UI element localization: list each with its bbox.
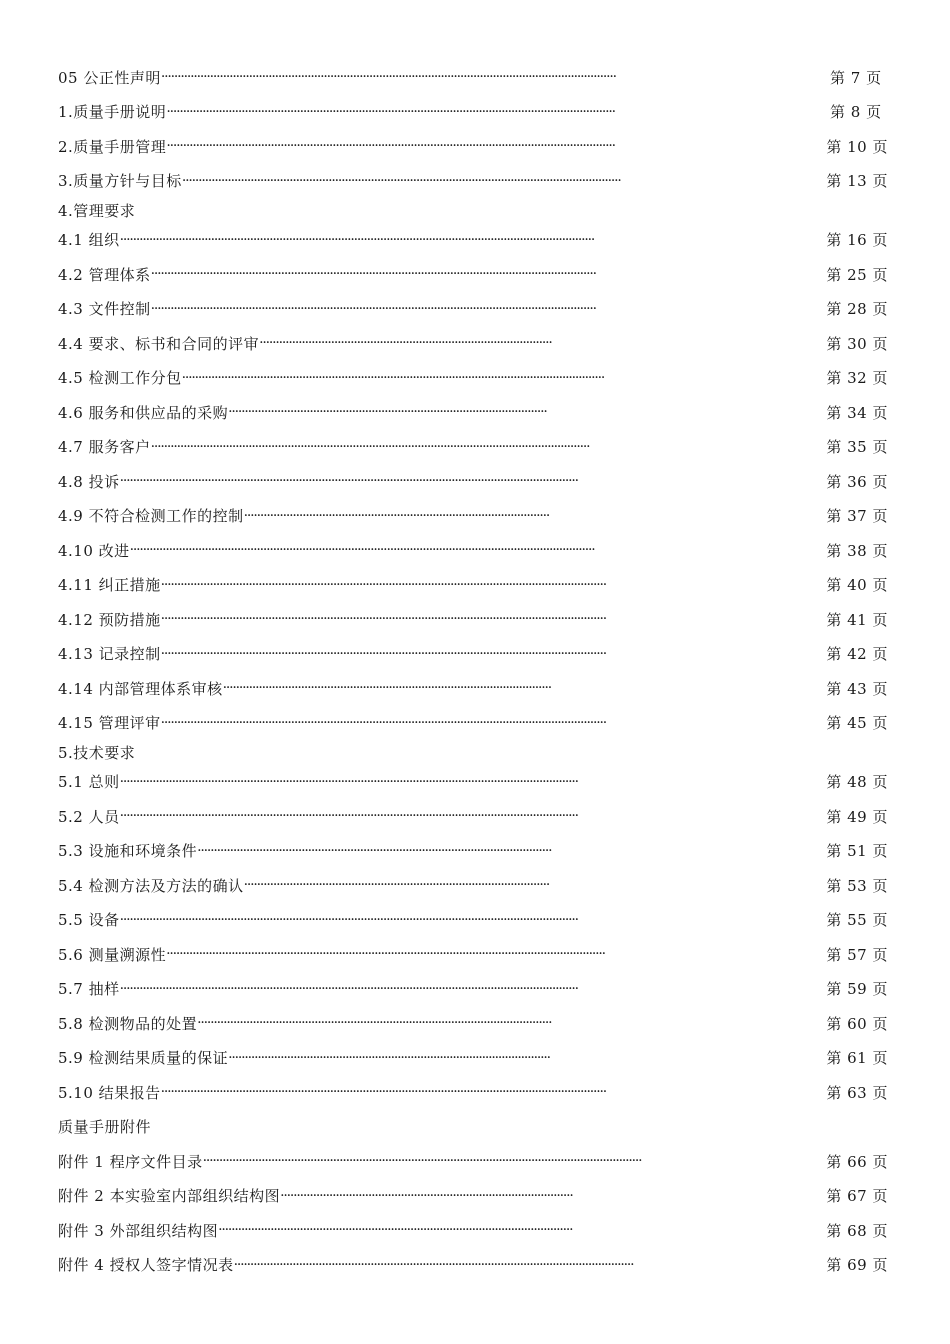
toc-entry[interactable] <box>58 95 888 130</box>
toc-page-number: 第 25 页 <box>826 265 888 284</box>
toc-dot-leader: ········································································································································· <box>150 300 596 317</box>
toc-entry[interactable] <box>58 1006 888 1041</box>
toc-page-number: 第 16 页 <box>826 231 888 250</box>
toc-entry[interactable] <box>58 292 888 327</box>
toc-entry[interactable] <box>58 223 888 258</box>
toc-entry[interactable] <box>58 706 888 741</box>
toc-page-number: 第 42 页 <box>826 645 888 664</box>
toc-dot-leader: ······································································································································· <box>166 946 605 963</box>
toc-entry-title: 4.2 管理体系 <box>58 265 151 284</box>
toc-entry-title: 5.5 设备 <box>58 911 120 930</box>
toc-entry[interactable] <box>58 671 888 706</box>
toc-entry[interactable] <box>58 937 888 972</box>
toc-dot-leader: ······························································································ <box>243 507 550 524</box>
toc-page-number: 第 43 页 <box>826 679 888 698</box>
toc-entry[interactable] <box>58 568 888 603</box>
toc-entry[interactable] <box>58 1248 888 1283</box>
toc-dot-leader: ·································································································· <box>228 404 547 421</box>
toc-dot-leader: ·········································································································································· <box>166 103 615 120</box>
toc-page-number: 第 55 页 <box>826 911 888 930</box>
toc-dot-leader: ······························································································ <box>243 877 550 894</box>
toc-dot-leader: ········································································································································· <box>160 645 606 662</box>
toc-entry-title: 附件 3 外部组织结构图 <box>58 1221 219 1240</box>
toc-dot-leader: ··································································································· <box>228 1049 550 1066</box>
toc-page-number: 第 35 页 <box>826 438 888 457</box>
toc-dot-leader: ····································································································· <box>222 680 551 697</box>
toc-entry-title: 4.1 组织 <box>58 231 120 250</box>
toc-entry-title: 1.质量手册说明 <box>58 103 167 122</box>
toc-dot-leader: ·········································································································································· <box>166 138 615 155</box>
toc-page-number: 第 36 页 <box>826 472 888 491</box>
toc-entry-title: 5.1 总则 <box>58 773 120 792</box>
toc-entry-title: 附件 1 程序文件目录 <box>58 1152 203 1171</box>
toc-entry-title: 5.8 检测物品的处置 <box>58 1014 198 1033</box>
toc-dot-leader: ········································································································································· <box>160 576 606 593</box>
toc-dot-leader: ·································································································································· <box>181 369 605 386</box>
toc-entry[interactable] <box>58 430 888 465</box>
toc-dot-leader: ··············································································································································· <box>129 542 595 559</box>
toc-entry-title: 4.3 文件控制 <box>58 300 151 319</box>
toc-entry-title: 5.4 检测方法及方法的确认 <box>58 876 244 895</box>
toc-page-number: 第 38 页 <box>826 541 888 560</box>
toc-page-number: 第 63 页 <box>826 1083 888 1102</box>
toc-entry-title: 4.4 要求、标书和合同的评审 <box>58 334 260 353</box>
toc-entry-title: 05 公正性声明 <box>58 68 161 87</box>
toc-entry-title: 5.2 人员 <box>58 807 120 826</box>
toc-dot-leader: ·························································································· <box>280 1187 573 1204</box>
toc-entry[interactable] <box>58 1213 888 1248</box>
toc-page-number: 第 40 页 <box>826 576 888 595</box>
toc-entry[interactable] <box>58 60 888 95</box>
toc-dot-leader: ········································································································································· <box>160 611 606 628</box>
toc-dot-leader: ·························································································· <box>259 335 552 352</box>
toc-entry-title: 4.9 不符合检测工作的控制 <box>58 507 244 526</box>
toc-entry[interactable] <box>58 257 888 292</box>
toc-entry-title: 4.13 记录控制 <box>58 645 161 664</box>
toc-entry-title: 4.15 管理评审 <box>58 714 161 733</box>
toc-entry-title: 5.6 测量溯源性 <box>58 945 167 964</box>
toc-section-heading[interactable] <box>58 1110 888 1145</box>
toc-entry[interactable] <box>58 1179 888 1214</box>
toc-entry[interactable] <box>58 129 888 164</box>
toc-dot-leader: ············································································································· <box>197 842 552 859</box>
toc-dot-leader: ············································································································· <box>218 1222 573 1239</box>
toc-entry-title: 5.3 设施和环境条件 <box>58 842 198 861</box>
toc-page-number: 第 61 页 <box>826 1049 888 1068</box>
toc-page-number: 第 13 页 <box>826 172 888 191</box>
toc-dot-leader: ······································································································································· <box>181 172 621 189</box>
toc-dot-leader: ··························································································································· <box>233 1256 634 1273</box>
toc-page-number: 第 69 页 <box>826 1256 888 1275</box>
toc-entry-title: 5.技术要求 <box>58 743 136 762</box>
toc-entry-title: 4.管理要求 <box>58 201 136 220</box>
toc-page-number: 第 8 页 <box>830 103 882 122</box>
toc-entry[interactable] <box>58 326 888 361</box>
toc-page-number: 第 57 页 <box>826 945 888 964</box>
toc-dot-leader: ········································································································································· <box>150 266 596 283</box>
toc-entry[interactable] <box>58 164 888 199</box>
toc-page-number: 第 51 页 <box>826 842 888 861</box>
toc-entry[interactable] <box>58 395 888 430</box>
toc-section-heading[interactable] <box>58 740 888 765</box>
toc-entry[interactable] <box>58 1041 888 1076</box>
toc-dot-leader: ············································································································· <box>197 1015 552 1032</box>
toc-entry-title: 4.14 内部管理体系审核 <box>58 679 223 698</box>
toc-page-number: 第 53 页 <box>826 876 888 895</box>
toc-entry-title: 4.7 服务客户 <box>58 438 151 457</box>
toc-entry-title: 3.质量方针与目标 <box>58 172 182 191</box>
toc-dot-leader: ············································································································································· <box>119 773 578 790</box>
toc-dot-leader: ······································································································································· <box>150 438 590 455</box>
toc-page-number: 第 28 页 <box>826 300 888 319</box>
toc-page-number: 第 7 页 <box>830 68 882 87</box>
toc-entry-title: 5.10 结果报告 <box>58 1083 161 1102</box>
toc-entry-title: 附件 4 授权人签字情况表 <box>58 1256 234 1275</box>
toc-dot-leader: ········································································································································· <box>160 714 606 731</box>
toc-dot-leader: ············································································································································· <box>119 911 578 928</box>
toc-dot-leader: ······································································································································· <box>202 1153 642 1170</box>
toc-page-number: 第 10 页 <box>826 137 888 156</box>
toc-entry-title: 5.7 抽样 <box>58 980 120 999</box>
toc-entry[interactable] <box>58 799 888 834</box>
toc-entry[interactable] <box>58 1075 888 1110</box>
toc-entry[interactable] <box>58 361 888 396</box>
toc-entry-title: 4.10 改进 <box>58 541 130 560</box>
toc-page-number: 第 59 页 <box>826 980 888 999</box>
toc-page-number: 第 68 页 <box>826 1221 888 1240</box>
toc-entry[interactable] <box>58 765 888 800</box>
table-of-contents <box>58 60 888 1282</box>
toc-page-number: 第 60 页 <box>826 1014 888 1033</box>
toc-page-number: 第 67 页 <box>826 1187 888 1206</box>
toc-entry-title: 4.11 纠正措施 <box>58 576 161 595</box>
toc-page-number: 第 37 页 <box>826 507 888 526</box>
toc-entry-title: 附件 2 本实验室内部组织结构图 <box>58 1187 281 1206</box>
toc-entry[interactable] <box>58 464 888 499</box>
toc-page-number: 第 49 页 <box>826 807 888 826</box>
toc-dot-leader: ·················································································································································· <box>119 231 595 248</box>
toc-entry[interactable] <box>58 868 888 903</box>
toc-page-number: 第 34 页 <box>826 403 888 422</box>
toc-page-number: 第 48 页 <box>826 773 888 792</box>
toc-dot-leader: ········································································································································· <box>160 1084 606 1101</box>
toc-entry-title: 4.12 预防措施 <box>58 610 161 629</box>
toc-entry[interactable] <box>58 533 888 568</box>
toc-entry[interactable] <box>58 903 888 938</box>
toc-page-number: 第 30 页 <box>826 334 888 353</box>
toc-page-number: 第 41 页 <box>826 610 888 629</box>
toc-entry-title: 4.5 检测工作分包 <box>58 369 182 388</box>
toc-entry[interactable] <box>58 637 888 672</box>
toc-entry-title: 质量手册附件 <box>58 1118 152 1137</box>
toc-dot-leader: ············································································································································ <box>160 69 616 86</box>
toc-entry[interactable] <box>58 1144 888 1179</box>
toc-page-number: 第 45 页 <box>826 714 888 733</box>
toc-section-heading[interactable] <box>58 198 888 223</box>
toc-entry-title: 5.9 检测结果质量的保证 <box>58 1049 229 1068</box>
toc-entry-title: 4.8 投诉 <box>58 472 120 491</box>
toc-dot-leader: ············································································································································· <box>119 473 578 490</box>
toc-dot-leader: ············································································································································· <box>119 980 578 997</box>
toc-entry-title: 4.6 服务和供应品的采购 <box>58 403 229 422</box>
toc-page-number: 第 32 页 <box>826 369 888 388</box>
toc-entry[interactable] <box>58 499 888 534</box>
toc-entry[interactable] <box>58 834 888 869</box>
toc-entry[interactable] <box>58 602 888 637</box>
toc-entry[interactable] <box>58 972 888 1007</box>
toc-page-number: 第 66 页 <box>826 1152 888 1171</box>
toc-entry-title: 2.质量手册管理 <box>58 137 167 156</box>
toc-dot-leader: ············································································································································· <box>119 808 578 825</box>
